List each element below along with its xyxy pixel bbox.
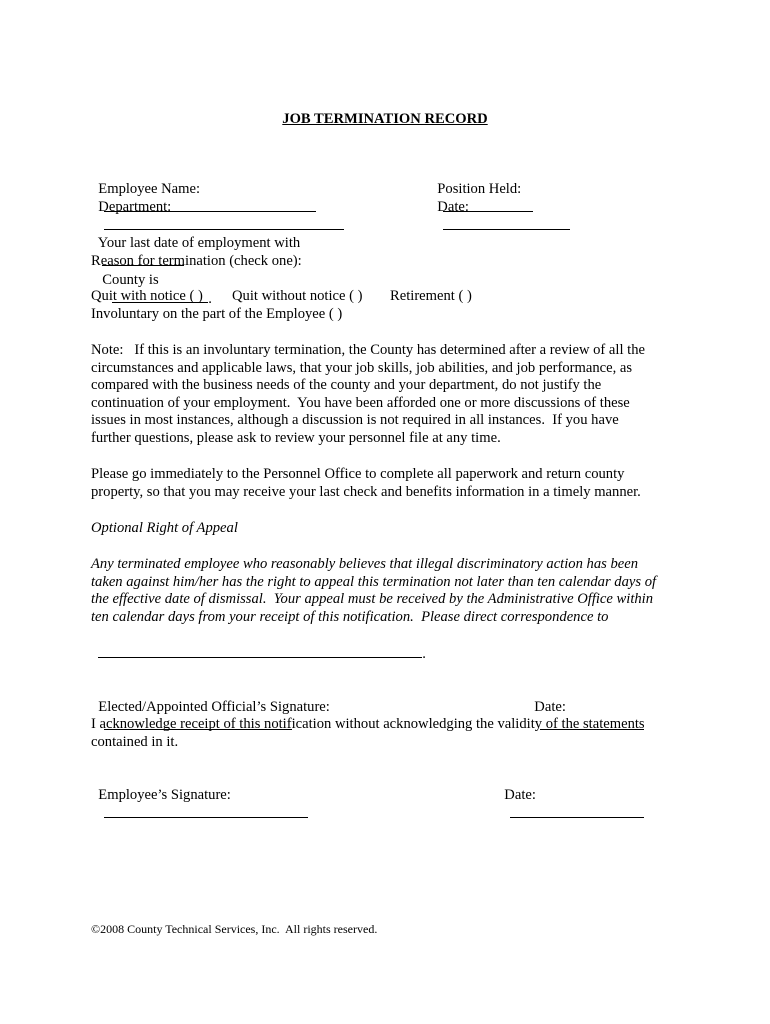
employee-signature-field[interactable] bbox=[104, 804, 308, 818]
appeal-line: ten calendar days from your receipt of this notification. Please direct correspondence to bbox=[91, 609, 609, 625]
appeal-line: the effective date of dismissal. Your appeal must be received by the Administrative Office within bbox=[91, 591, 654, 607]
date-field[interactable] bbox=[443, 216, 570, 230]
correspondence-period: . bbox=[422, 646, 426, 662]
department-label: Department: bbox=[98, 199, 172, 215]
ack-line: I acknowledge receipt of this notification without acknowledging the validity of the statements bbox=[91, 716, 645, 732]
position-held-label: Position Held: bbox=[437, 181, 522, 197]
note-line: issues in most instances, although a discussion is not required in all instances. If you have bbox=[91, 412, 619, 428]
quit-with-notice-option[interactable]: Quit with notice ( ) bbox=[91, 288, 203, 304]
period-text: . bbox=[208, 291, 212, 307]
employee-date-row bbox=[497, 768, 644, 823]
date-label: Date: bbox=[437, 199, 469, 215]
employee-name-label: Employee Name: bbox=[98, 181, 201, 197]
copyright-footer: ©2008 County Technical Services, Inc. All rights reserved. bbox=[91, 922, 378, 936]
note-line: Note: If this is an involuntary termination, the County has determined after a review of all the bbox=[91, 342, 645, 358]
note-line: further questions, please ask to review your personnel file at any time. bbox=[91, 430, 501, 446]
employee-date-label: Date: bbox=[504, 787, 536, 803]
correspondence-field[interactable] bbox=[98, 644, 422, 658]
official-signature-label: Elected/Appointed Official’s Signature: bbox=[98, 699, 330, 715]
employee-signature-label: Employee’s Signature: bbox=[98, 787, 231, 803]
employee-signature-row bbox=[91, 768, 308, 823]
personnel-line: property, so that you may receive your last check and benefits information in a timely manner. bbox=[91, 484, 641, 500]
note-line: compared with the business needs of the county and your department, do not justify the bbox=[91, 377, 602, 393]
quit-without-notice-option[interactable]: Quit without notice ( ) bbox=[232, 288, 363, 304]
note-line: circumstances and applicable laws, that your job skills, job abilities, and job performance, as bbox=[91, 360, 633, 376]
date-row bbox=[430, 180, 570, 235]
involuntary-option[interactable]: Involuntary on the part of the Employee ( ) bbox=[91, 306, 343, 322]
last-date-label: Your last date of employment with bbox=[97, 235, 301, 251]
note-line: continuation of your employment. You have been afforded one or more discussions of these bbox=[91, 395, 630, 411]
appeal-line: taken against him/her has the right to appeal this termination not later than ten calendar days of bbox=[91, 574, 657, 590]
official-date-label: Date: bbox=[534, 699, 566, 715]
appeal-heading: Optional Right of Appeal bbox=[91, 520, 238, 536]
county-is-label: County is bbox=[102, 272, 159, 288]
personnel-line: Please go immediately to the Personnel Office to complete all paperwork and return county bbox=[91, 466, 625, 482]
appeal-line: Any terminated employee who reasonably believes that illegal discriminatory action has been bbox=[91, 556, 639, 572]
correspondence-row bbox=[91, 626, 426, 663]
ack-line: contained in it. bbox=[91, 734, 179, 750]
employee-date-field[interactable] bbox=[510, 804, 644, 818]
reason-label: Reason for termination (check one): bbox=[91, 253, 302, 269]
page-title: JOB TERMINATION RECORD bbox=[282, 111, 488, 127]
retirement-option[interactable]: Retirement ( ) bbox=[390, 288, 472, 304]
